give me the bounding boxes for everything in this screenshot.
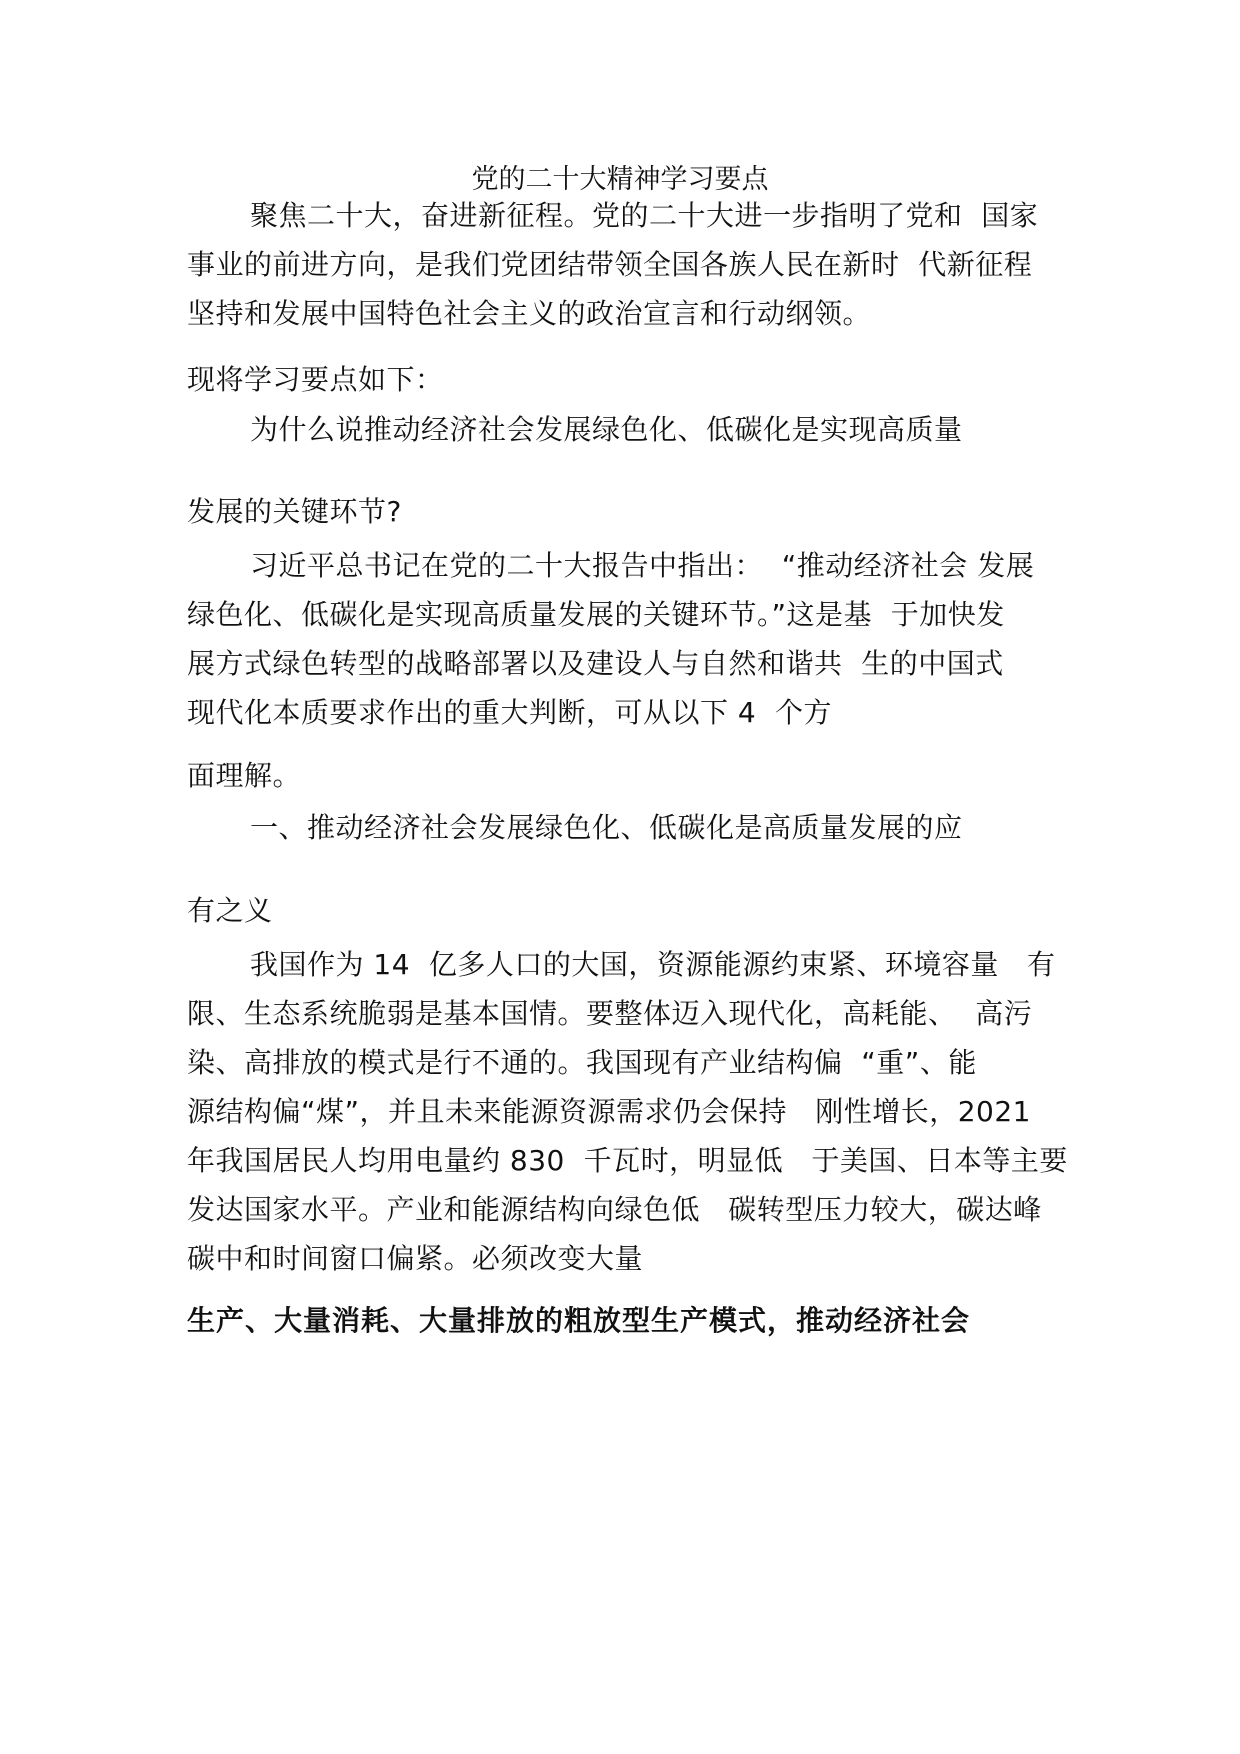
paragraph-line: 碳中和时间窗口偏紧。必须改变大量 [187, 1242, 644, 1275]
paragraph-line: 坚持和发展中国特色社会主义的政治宣言和行动纲领。 [187, 297, 872, 330]
paragraph-line: 现代化本质要求作出的重大判断，可从以下 4 个方 [187, 696, 833, 729]
paragraph-line: 发达国家水平。产业和能源结构向绿色低 碳转型压力较大，碳达峰 [187, 1193, 1042, 1226]
paragraph-line: 习近平总书记在党的二十大报告中指出： “推动经济社会 发展 [250, 549, 1035, 582]
paragraph-line: 源结构偏“煤”，并且未来能源资源需求仍会保持 刚性增长，2021 [187, 1095, 1031, 1128]
paragraph-line: 面理解。 [187, 759, 302, 792]
paragraph-line: 限、生态系统脆弱是基本国情。要整体迈入现代化，高耗能、 高污 [187, 997, 1033, 1030]
paragraph-line: 事业的前进方向，是我们党团结带领全国各族人民在新时 代新征程 [187, 248, 1033, 281]
paragraph-line: 生产、大量消耗、大量排放的粗放型生产模式，推动经济社会 [187, 1304, 971, 1337]
document-title: 党的二十大精神学习要点 [471, 164, 769, 195]
paragraph-line: 我国作为 14 亿多人口的大国，资源能源约束紧、环境容量 有 [250, 948, 1056, 981]
section-question-line: 为什么说推动经济社会发展绿色化、低碳化是实现高质量 [250, 413, 963, 446]
section-heading-line: 有之义 [187, 894, 273, 927]
section-heading-line: 一、推动经济社会发展绿色化、低碳化是高质量发展的应 [250, 811, 963, 844]
section-question-line: 发展的关键环节? [187, 495, 402, 528]
paragraph-line: 绿色化、低碳化是实现高质量发展的关键环节。”这是基 于加快发 [187, 598, 1005, 631]
paragraph-line: 染、高排放的模式是行不通的。我国现有产业结构偏 “重”、能 [187, 1046, 977, 1079]
paragraph-line: 聚焦二十大，奋进新征程。党的二十大进一步指明了党和 国家 [250, 199, 1039, 232]
paragraph-line: 现将学习要点如下： [187, 363, 444, 396]
paragraph-line: 展方式绿色转型的战略部署以及建设人与自然和谐共 生的中国式 [187, 647, 1004, 680]
paragraph-line: 年我国居民人均用电量约 830 千瓦时，明显低 于美国、日本等主要 [187, 1144, 1068, 1177]
